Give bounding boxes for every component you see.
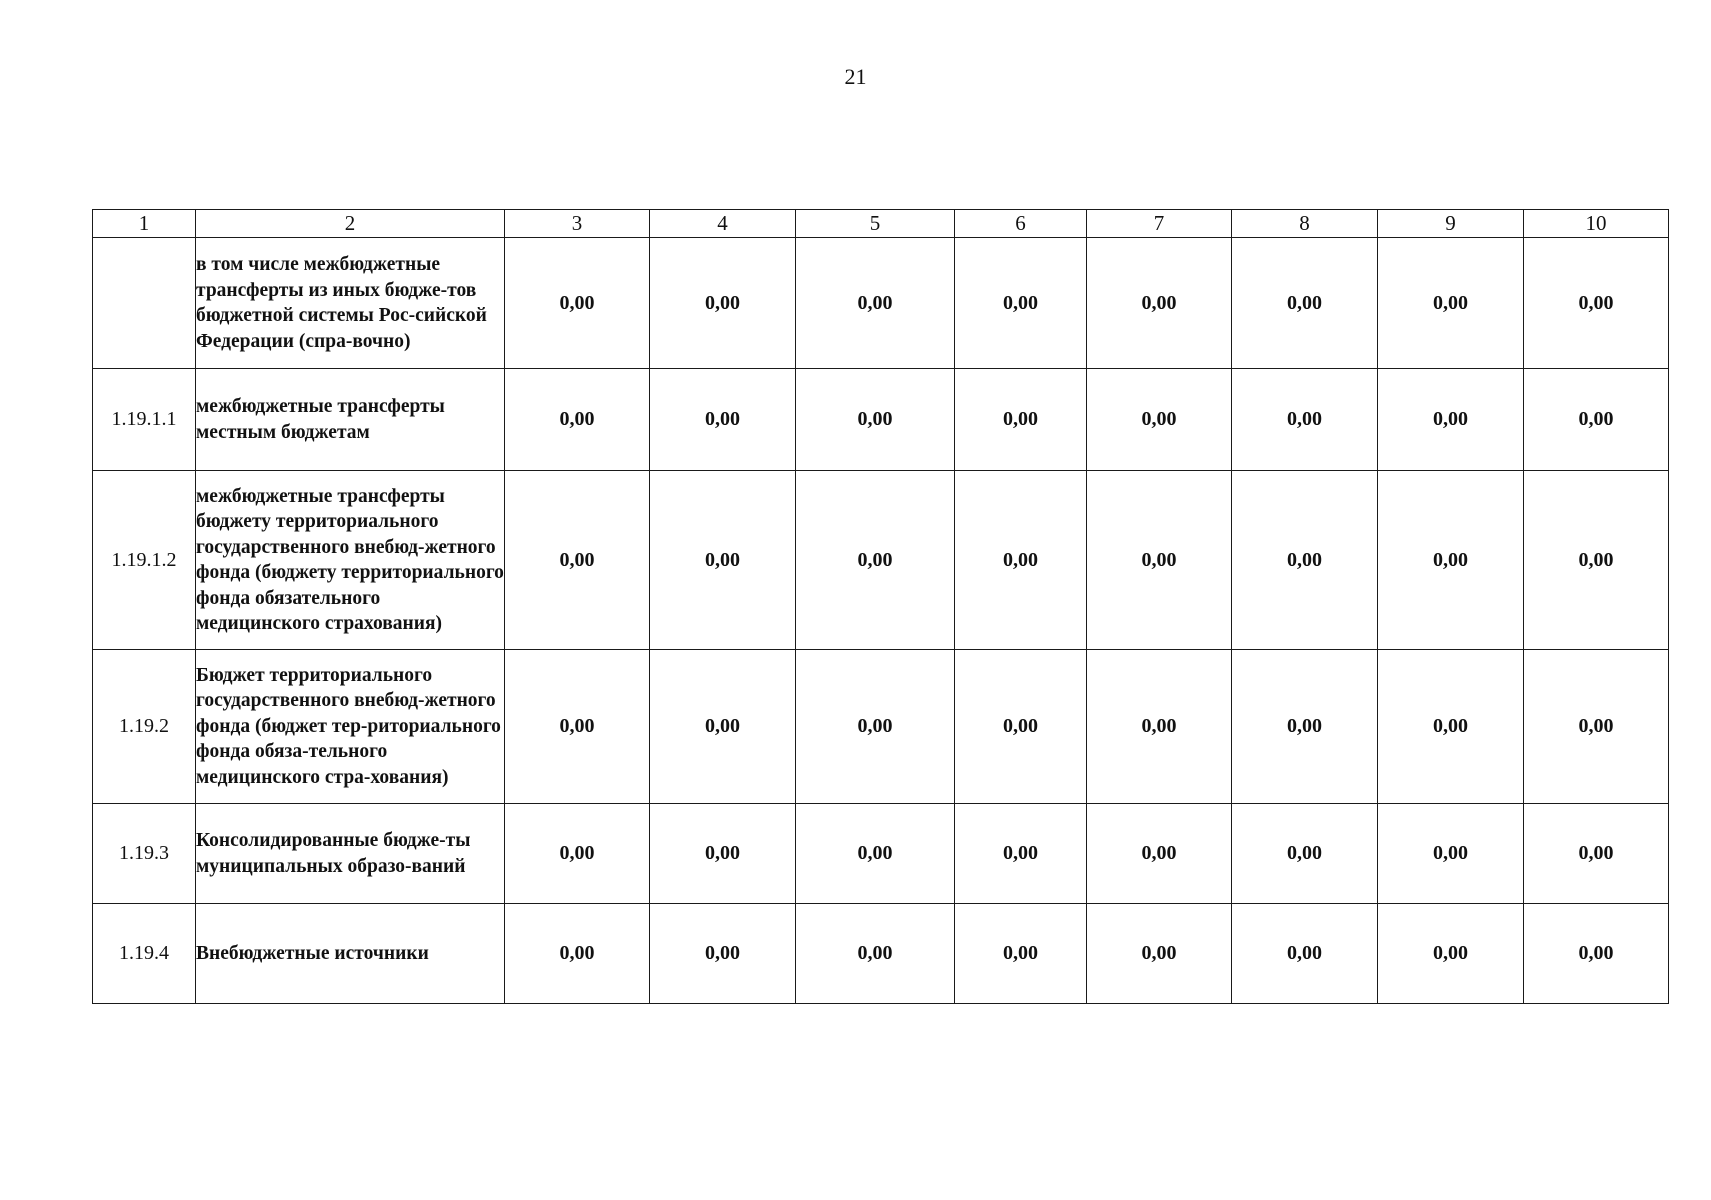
row-code: 1.19.2 bbox=[93, 650, 196, 804]
table-row bbox=[93, 904, 1669, 1004]
row-value-cell: 0,00 bbox=[1232, 804, 1378, 904]
column-header: 6 bbox=[955, 210, 1087, 238]
row-value-cell: 0,00 bbox=[650, 904, 796, 1004]
row-value-cell: 0,00 bbox=[1524, 369, 1669, 471]
row-value-cell: 0,00 bbox=[1378, 804, 1524, 904]
row-value-cell: 0,00 bbox=[796, 804, 955, 904]
row-value-cell: 0,00 bbox=[650, 238, 796, 369]
row-value-cell: 0,00 bbox=[796, 369, 955, 471]
row-value-cell: 0,00 bbox=[1378, 904, 1524, 1004]
row-value-cell: 0,00 bbox=[955, 650, 1087, 804]
row-value-cell: 0,00 bbox=[1232, 369, 1378, 471]
column-header: 7 bbox=[1087, 210, 1232, 238]
table-row bbox=[93, 471, 1669, 650]
row-value-cell: 0,00 bbox=[1378, 471, 1524, 650]
row-value-cell: 0,00 bbox=[1378, 369, 1524, 471]
table-row bbox=[93, 804, 1669, 904]
row-value-cell: 0,00 bbox=[1524, 804, 1669, 904]
table-row bbox=[93, 238, 1669, 369]
row-description: Внебюджетные источники bbox=[196, 904, 505, 1004]
row-value-cell: 0,00 bbox=[1378, 238, 1524, 369]
row-value-cell: 0,00 bbox=[1524, 238, 1669, 369]
row-value-cell: 0,00 bbox=[1232, 650, 1378, 804]
row-value-cell: 0,00 bbox=[955, 369, 1087, 471]
row-value-cell: 0,00 bbox=[505, 238, 650, 369]
row-value-cell: 0,00 bbox=[505, 904, 650, 1004]
row-value-cell: 0,00 bbox=[955, 238, 1087, 369]
row-value-cell: 0,00 bbox=[955, 904, 1087, 1004]
row-value-cell: 0,00 bbox=[650, 650, 796, 804]
row-value-cell: 0,00 bbox=[1232, 471, 1378, 650]
row-value-cell: 0,00 bbox=[796, 471, 955, 650]
row-value-cell: 0,00 bbox=[650, 471, 796, 650]
row-value-cell: 0,00 bbox=[1087, 471, 1232, 650]
row-value-cell: 0,00 bbox=[505, 471, 650, 650]
row-value-cell: 0,00 bbox=[796, 650, 955, 804]
row-code: 1.19.1.2 bbox=[93, 471, 196, 650]
row-value-cell: 0,00 bbox=[505, 650, 650, 804]
row-value-cell: 0,00 bbox=[1087, 238, 1232, 369]
row-value-cell: 0,00 bbox=[1087, 904, 1232, 1004]
row-value-cell: 0,00 bbox=[505, 804, 650, 904]
row-value-cell: 0,00 bbox=[1232, 904, 1378, 1004]
row-value-cell: 0,00 bbox=[650, 804, 796, 904]
row-value-cell: 0,00 bbox=[505, 369, 650, 471]
column-header: 3 bbox=[505, 210, 650, 238]
page-number: 21 bbox=[844, 64, 867, 89]
row-code: 1.19.4 bbox=[93, 904, 196, 1004]
row-value-cell: 0,00 bbox=[796, 238, 955, 369]
row-value-cell: 0,00 bbox=[955, 471, 1087, 650]
table-header-row bbox=[93, 210, 1669, 238]
row-value-cell: 0,00 bbox=[1087, 650, 1232, 804]
row-description: в том числе межбюджетные трансферты из иных бюдже-тов бюджетной системы Рос-сийской Федерации (спра-вочно) bbox=[196, 238, 505, 369]
row-description: Бюджет территориального государственного внебюд-жетного фонда (бюджет тер-риториального фонда обяза-тельного медицинского стра-хования) bbox=[196, 650, 505, 804]
row-description: межбюджетные трансферты местным бюджетам bbox=[196, 369, 505, 471]
row-code: 1.19.1.1 bbox=[93, 369, 196, 471]
column-header: 9 bbox=[1378, 210, 1524, 238]
column-header: 5 bbox=[796, 210, 955, 238]
column-header: 4 bbox=[650, 210, 796, 238]
column-header: 10 bbox=[1524, 210, 1669, 238]
row-value-cell: 0,00 bbox=[955, 804, 1087, 904]
row-value-cell: 0,00 bbox=[1087, 804, 1232, 904]
row-value-cell: 0,00 bbox=[1524, 904, 1669, 1004]
row-value-cell: 0,00 bbox=[1087, 369, 1232, 471]
row-value-cell: 0,00 bbox=[1524, 471, 1669, 650]
column-header: 1 bbox=[93, 210, 196, 238]
row-value-cell: 0,00 bbox=[1524, 650, 1669, 804]
row-code: 1.19.3 bbox=[93, 804, 196, 904]
table-row bbox=[93, 650, 1669, 804]
row-description: межбюджетные трансферты бюджету территориального государственного внебюд-жетного фонда (бюджету территориального фонда обязательного медицинского страхования) bbox=[196, 471, 505, 650]
row-value-cell: 0,00 bbox=[1378, 650, 1524, 804]
column-header: 2 bbox=[196, 210, 505, 238]
row-value-cell: 0,00 bbox=[796, 904, 955, 1004]
row-code bbox=[93, 238, 196, 369]
row-value-cell: 0,00 bbox=[1232, 238, 1378, 369]
table-row bbox=[93, 369, 1669, 471]
column-header: 8 bbox=[1232, 210, 1378, 238]
budget-table bbox=[92, 209, 1669, 1004]
row-description: Консолидированные бюдже-ты муниципальных образо-ваний bbox=[196, 804, 505, 904]
row-value-cell: 0,00 bbox=[650, 369, 796, 471]
table-body bbox=[93, 238, 1669, 1004]
